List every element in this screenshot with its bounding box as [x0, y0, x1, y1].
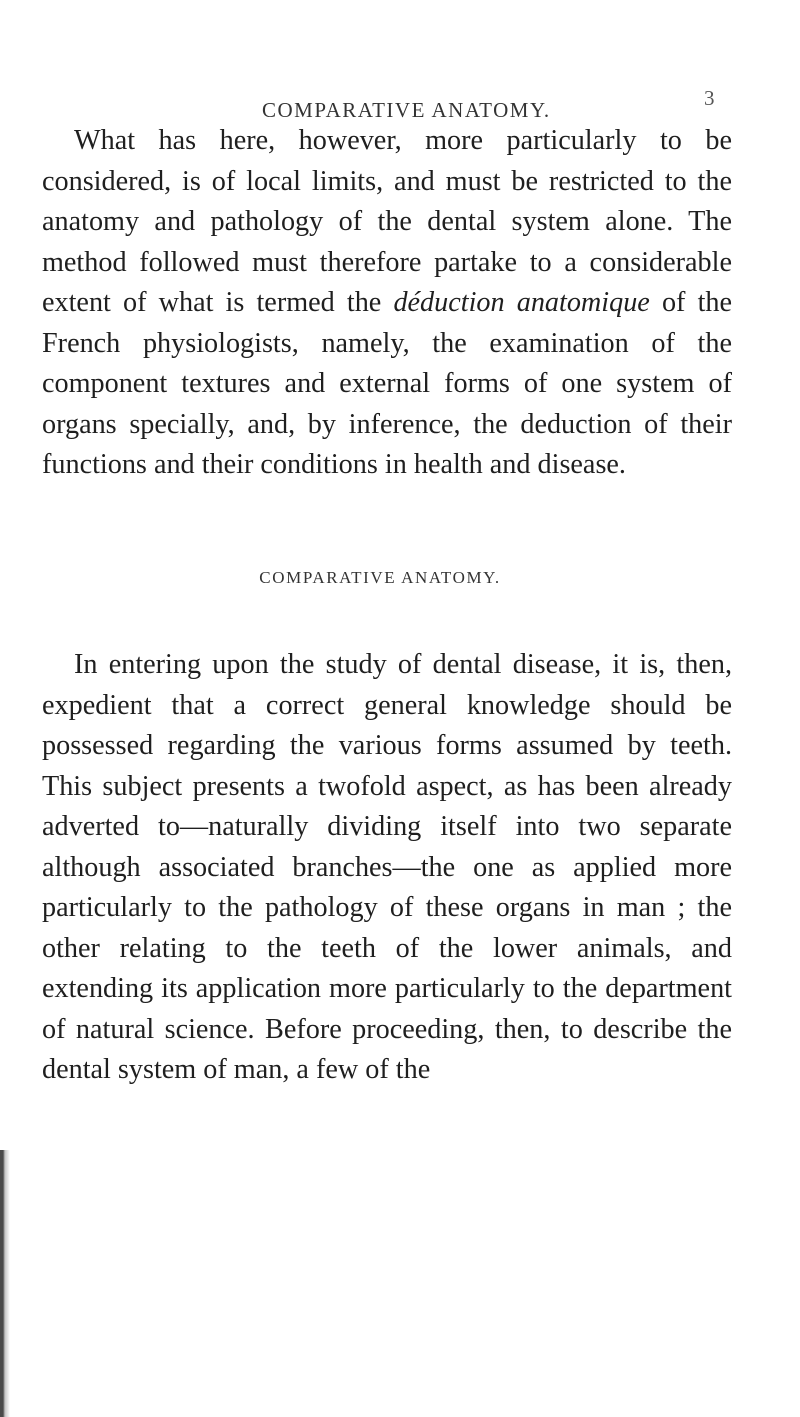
section-heading: COMPARATIVE ANATOMY.	[259, 568, 501, 587]
paragraph-deduction-anatomique	[42, 121, 732, 486]
page-number: 3	[704, 86, 715, 110]
paragraph-1-text-end: of the French physiologists, namely, the examination of the component textures and external forms of one system of organs specially, and, by inference, the deduction of their functions and their conditions in health and disease.	[42, 287, 733, 480]
running-title: COMPARATIVE ANATOMY.	[262, 98, 551, 122]
paragraph-dental-disease: In entering upon the study of dental disease, it is, then, expedient that a correct general knowledge should be possessed regarding the various forms assumed by teeth. This subject presents a twofold aspect, as has been already adverted to—naturally dividing itself into two separate although associated branches—the one as applied more particularly to the pathology of these organs in man ; the other relating to the teeth of the lower animals, and extending its application more particularly to the department of natural science. Before proceeding, then, to describe the dental system of man, a few of the	[42, 649, 732, 1085]
italic-term: déduction anatomique	[393, 287, 650, 318]
scan-edge-shadow	[0, 1150, 10, 1417]
paragraph-1-text-start: What has here, however, more particularly to be considered, is of local limits, and must be restricted to the anatomy and pathology of the dental system alone. The method followed must therefore partake to a considerable extent of what is termed the	[42, 125, 732, 318]
